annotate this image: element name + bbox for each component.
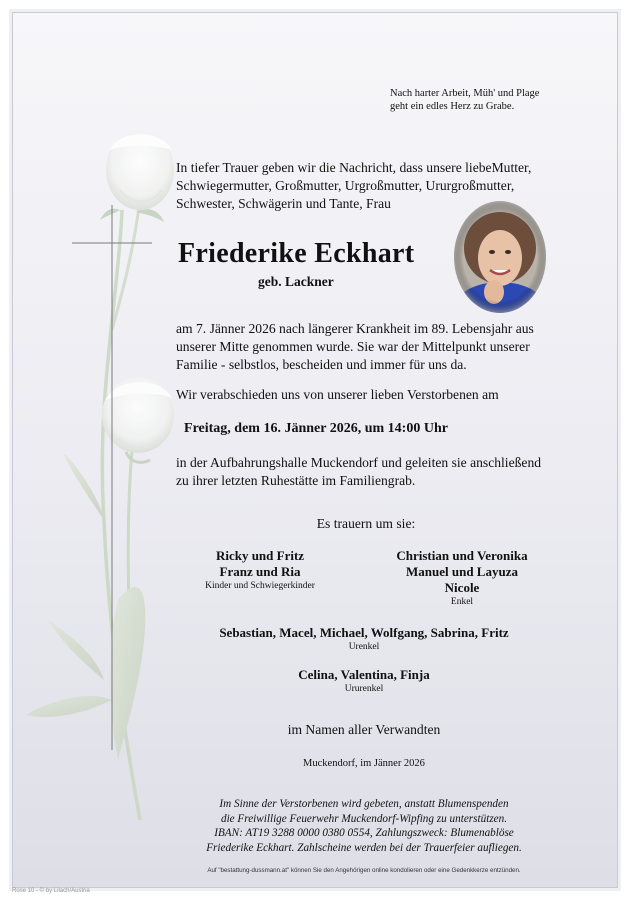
donation-line-1: Im Sinne der Verstorbenen wird gebeten, anstatt Blumenspenden <box>219 798 509 810</box>
grandchildren-relation: Enkel <box>450 597 474 607</box>
children-group <box>180 548 340 592</box>
image-credit: Rose 10 - © by Lilach/Austria <box>12 888 90 894</box>
location-line-1: in der Aufbahrungshalle Muckendorf und geleiten sie anschließend <box>176 455 542 470</box>
online-condolence-note: Auf "bestattung-dussmann.at" können Sie den Angehörigen online kondolieren oder eine Gedenkkerze entzünden. <box>207 867 521 874</box>
death-notice-line-2: unserer Mitte genommen wurde. Sie war der Mittelpunkt unserer <box>176 339 530 354</box>
great-great-grandchildren-group <box>176 667 552 695</box>
great-great-grandchildren-relation: Ururenkel <box>344 684 384 694</box>
intro-line-3: Schwester, Schwägerin und Tante, Frau <box>176 196 391 211</box>
deceased-name: Friederike Eckhart <box>178 238 415 269</box>
grandchildren-line-1: Christian und Veronika <box>396 548 528 563</box>
donation-note <box>176 797 552 855</box>
death-notice-line-1: am 7. Jänner 2026 nach längerer Krankheit im 89. Lebensjahr aus <box>176 321 534 336</box>
grandchildren-group <box>382 548 542 608</box>
donation-line-4: Friederike Eckhart. Zahlscheine werden bei der Trauerfeier aufliegen. <box>206 841 522 854</box>
grandchildren-line-3: Nicole <box>444 580 480 595</box>
great-grandchildren-names: Sebastian, Macel, Michael, Wolfgang, Sabrina, Fritz <box>219 625 509 640</box>
motto-verse <box>390 87 610 113</box>
children-relation: Kinder und Schwiegerkinder <box>205 581 315 591</box>
farewell-text: Wir verabschieden uns von unserer lieben Verstorbenen am <box>176 387 499 402</box>
place-date: Muckendorf, im Jänner 2026 <box>303 758 425 769</box>
intro-line-1: In tiefer Trauer geben wir die Nachricht, dass unsere liebeMutter, <box>176 160 532 175</box>
motto-line-2: geht ein edles Herz zu Grabe. <box>390 101 515 112</box>
grandchildren-line-2: Manuel und Layuza <box>406 564 518 579</box>
donation-line-2: die Freiwillige Feuerwehr Muckendorf-Wipfing zu unterstützen. <box>220 812 508 825</box>
mourners-heading: Es trauern um sie: <box>316 516 416 531</box>
location-line-2: zu ihrer letzten Ruhestätte im Familiengrab. <box>176 473 416 488</box>
children-line-1: Ricky und Fritz <box>215 548 305 563</box>
death-notice <box>176 320 576 374</box>
funeral-date: Freitag, dem 16. Jänner 2026, um 14:00 Uhr <box>184 421 448 436</box>
great-grandchildren-group <box>176 625 552 653</box>
intro-line-2: Schwiegermutter, Großmutter, Urgroßmutter, Ururgroßmutter, <box>176 178 515 193</box>
children-line-2: Franz und Ria <box>219 564 301 579</box>
death-notice-line-3: Familie - selbstlos, bescheiden und immer für uns da. <box>176 357 467 372</box>
relatives-line: im Namen aller Verwandten <box>287 722 441 737</box>
maiden-name: geb. Lackner <box>258 274 334 289</box>
motto-line-1: Nach harter Arbeit, Müh' und Plage <box>390 88 540 99</box>
funeral-location <box>176 454 576 490</box>
portrait-photo <box>452 200 548 314</box>
donation-line-3: IBAN: AT19 3288 0000 0380 0554, Zahlungszweck: Blumenablöse <box>214 827 514 839</box>
great-great-grandchildren-names: Celina, Valentina, Finja <box>298 667 430 682</box>
great-grandchildren-relation: Urenkel <box>348 642 380 652</box>
